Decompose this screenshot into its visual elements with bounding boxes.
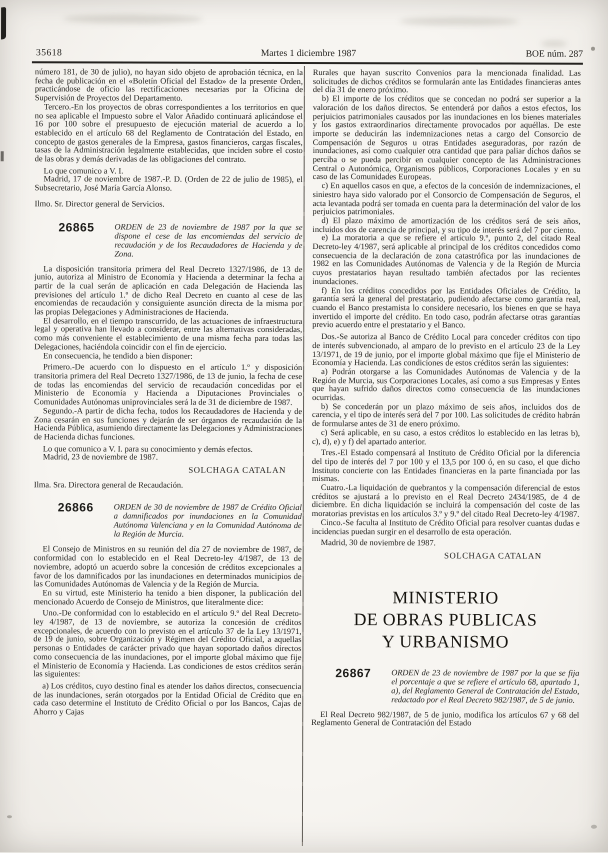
order-heading-26866 — [34, 500, 302, 540]
header-date: Martes 1 diciembre 1987 — [260, 48, 357, 60]
body-paragraph: c) Será aplicable, en su caso, a estos créditos lo establecido en las letras b), c), d), e) y f) del apartado anterior. — [311, 427, 580, 446]
addressee: Ilmo. Sr. Director general de Servicios. — [34, 199, 165, 209]
ministry-heading-line: Y URBANISMO — [381, 630, 509, 652]
order-title: ORDEN de 30 de noviembre de 1987 de Crédito Oficial a damnificados por inundaciones en la Comunidad Autónoma Valenciana y en la Comunidad Autónoma de la Región de Murcia. — [113, 502, 302, 540]
body-paragraph: c) En aquellos casos en que, a efectos de la concesión de indemnizaciones, el siniestro haya sido valorado por el Consorcio de Compensación de Seguros, el acta levantada podrá ser tomada en cuenta para la determinación del valor de los perjuicios patrimoniales. — [312, 181, 581, 217]
scan-speck — [591, 825, 597, 829]
body-paragraph: Cuatro.-La liquidación de quebrantos y la compensación diferencial de estos créditos se ajustará a lo previsto en el Real Decreto 2434/1985, de 4 de diciembre. En dicha liquidación se incluirá la compensación del coste de las moratorias previstas en los artículos 3.º y 9.º del citado Real Decreto-ley 4/1987. — [311, 483, 580, 519]
left-column — [33, 68, 303, 717]
scan-smudge — [63, 14, 203, 23]
body-paragraph: Tercero.-En los proyectos de obras correspondientes a los territorios en que no sea aplicable el Impuesto sobre el Valor Añadido continuará aplicándose el 16 por 100 sobre el presupuesto de ejecución material de acuerdo a lo establecido en el artículo 68 del Reglamento de Contratación del Estado, en concepto de gastos generales de la Empresa, gastos financieros, cargas fiscales, tasas de la Administración legalmente establecidas, que inciden sobre el costo de las obras y demás derivadas de las obligaciones del contrato. — [34, 102, 303, 164]
date-line: Madrid, 23 de noviembre de 1987. — [42, 452, 158, 462]
signature: SOLCHAGA CATALAN — [444, 550, 542, 561]
order-title: ORDEN de 23 de noviembre de 1987 por la que se dispone el cese de las encomiendas del servicio de recaudación y de los Recaudadores de Hacienda y de Zona. — [114, 222, 303, 259]
body-paragraph: Dos.-Se autoriza al Banco de Crédito Local para conceder créditos con tipo de interés subvencionado, al amparo de lo previsto en el artículo 23 de la Ley 13/1971, de 19 de junio, por el importe global máximo que fije el Ministerio de Economía y Hacienda. Las condiciones de estos créditos serán las siguientes: — [312, 332, 581, 368]
date-line: Madrid, 30 de noviembre de 1987. — [320, 538, 436, 548]
scan-edge-mark — [1, 7, 6, 40]
body-paragraph: Cinco.-Se faculta al Instituto de Crédito Oficial para resolver cuantas dudas e incidencias puedan surgir en el desarrollo de esta operación. — [311, 517, 580, 537]
body-paragraph: a) Podrán otorgarse a las Comunidades Autónomas de Valencia y de la Región de Murcia, sus Corporaciones Locales, así como a sus Empresas y Entes que hayan sufrido daños directos como consecuencia de las inundaciones ocurridas. — [312, 366, 581, 403]
header-rule — [32, 61, 583, 64]
scan-smudge — [541, 41, 567, 47]
body-paragraph: En su virtud, este Ministerio ha tenido a bien disponer, la publicación del mencionado Acuerdo de Consejo de Ministros, que literalmente dice: — [33, 588, 302, 607]
closing-formula: Lo que comunico a V. I. — [43, 166, 124, 176]
body-paragraph: La disposición transitoria primera del Real Decreto 1327/1986, de 13 de junio, autoriza al Ministro de Economía y Hacienda a determinar la fecha a partir de la cual serán de aplicación en cada Delegación de Hacienda las previsiones del artículo 1.º de dicho Real Decreto en cuanto al cese de las encomiendas de recaudación y consiguiente asunción directa de la misma por las propias Delegaciones y Administraciones de Hacienda. — [34, 263, 303, 317]
right-column — [311, 69, 581, 729]
order-heading-26867 — [311, 665, 580, 705]
body-paragraph: Rurales que hayan suscrito Convenios para la mencionada finalidad. Las solicitudes de dichos créditos se formularán ante las Entidades financieras antes del día 31 de enero próximo. — [312, 68, 581, 95]
ministry-heading — [311, 586, 579, 653]
signature: SOLCHAGA CATALAN — [188, 464, 286, 475]
order-number: 26865 — [58, 219, 95, 234]
order-heading-26865 — [34, 219, 303, 259]
body-paragraph: b) El importe de los créditos que se concedan no podrá ser superior a la valoración de los daños directos. Se entenderá por daños a estos efectos, los perjuicios patrimoniales causados por las inundaciones en los bienes materiales y los gastos extraordinarios directamente provocados por aquéllas. De este importe se deducirán las indemnizaciones netas a cargo del Consorcio de Compensación de Seguros u otras Entidades aseguradoras, por razón de inundaciones, así como cualquier otra cantidad que para paliar dichos daños se perciba o se pueda percibir en cualquier concepto de las Administraciones Central o Autonómica, Organismos públicos, Corporaciones Locales y en su caso de las Comunidades Europeas. — [312, 94, 581, 182]
body-paragraph: Primero.-De acuerdo con lo dispuesto en el artículo 1.º y disposición transitoria primera del Real Decreto 1327/1986, de 13 de junio, la fecha de cese de todas las encomiendas del servicio de recaudación concedidas por el Ministerio de Economía y Hacienda a Diputaciones Provinciales o Comunidades Autónomas uniprovinciales será la de 31 de diciembre de 1987. — [34, 362, 303, 408]
page-number: 35618 — [35, 48, 63, 59]
body-paragraph: número 181, de 30 de julio), no hayan sido objeto de aprobación técnica, en la fecha de publicación en el «Boletín Oficial del Estado» de la presente Orden, practicándose de oficio las rectificaciones necesarias por la Oficina de Supervisión de Proyectos del Departamento. — [34, 67, 303, 103]
body-paragraph: El Real Decreto 982/1987, de 5 de junio, modifica los artículos 67 y 68 del Reglamento General de Contratación del Estado — [311, 709, 580, 728]
body-paragraph: El desarrollo, en el tiempo transcurrido, de las actuaciones de infraestructura legal y operativa han llevado a considerar, entre las alternativas consideradas, como más conveniente el establecimiento de una misma fecha para todas las Delegaciones, haciéndola coincidir con el fin de ejercicio. — [34, 316, 303, 352]
body-paragraph: Uno.-De conformidad con lo establecido en el artículo 9.º del Real Decreto-ley 4/1987, de 13 de noviembre, se autoriza la concesión de créditos excepcionales, de acuerdo con lo previsto en el artículo 37 de la Ley 13/1971, de 19 de junio, sobre Organización y Régimen del Crédito Oficial, a aquellas personas o Entidades de carácter privado que hayan soportado daños directos como consecuencia de las inundaciones, por el importe global máximo que fije el Ministerio de Economía y Hacienda. Las condiciones de estos créditos serán las siguientes: — [33, 608, 302, 679]
scan-speck — [591, 47, 595, 51]
body-paragraph: f) En los créditos concedidos por las Entidades Oficiales de Crédito, la garantía será la general del prestatario, pudiendo afectarse como garantía real, cuando el Banco prestamista lo considere necesario, los bienes en que se haya invertido el importe del crédito. En todo caso, podrán afectarse otras garantías previo acuerdo entre el prestatario y el Banco. — [312, 285, 581, 330]
body-paragraph: Segundo.-A partir de dicha fecha, todos los Recaudadores de Hacienda y de Zona cesarán en sus funciones y dejarán de ser órganos de recaudación de la Hacienda Pública, asumiendo directamente las Delegaciones y Administraciones de Hacienda dichas funciones. — [33, 406, 303, 442]
scan-edge-mark — [1, 151, 4, 161]
order-number: 26867 — [335, 665, 372, 680]
ministry-heading-line: DE OBRAS PUBLICAS — [353, 608, 538, 630]
order-number: 26866 — [57, 500, 94, 515]
issue-number: BOE núm. 287 — [525, 49, 583, 60]
body-paragraph: En consecuencia, he tendido a bien disponer: — [43, 350, 193, 361]
scan-speck — [7, 815, 12, 818]
body-paragraph: Tres.-El Estado compensará al Instituto de Crédito Oficial por la diferencia del tipo de interés del 7 por 100 y el 13,5 por 100 ó, en su caso, el que dicho Instituto concierte con las Entidades financieras en la parte financiada por las mismas. — [311, 448, 580, 484]
body-paragraph: e) La moratoria a que se refiere el artículo 9.º, punto 2, del citado Real Decreto-ley 4/1987, será aplicable al principal de los créditos concedidos como consecuencia de la declaración de zona catastrófica por las inundaciones de 1982 en las Comunidades Autónomas de Valencia y de la Región de Murcia cuyos prestatarios hayan resultado también afectados por las recientes inundaciones. — [312, 233, 581, 287]
body-paragraph: d) El plazo máximo de amortización de los créditos será de seis años, incluidos dos de carencia de principal, y su tipo de interés será del 7 por ciento. — [312, 215, 581, 235]
date-signature-line: Madrid, 17 de noviembre de 1987.-P. D. (Orden de 22 de julio de 1985), el Subsecretario, José María García Alonso. — [34, 174, 303, 193]
body-paragraph: a) Los créditos, cuyo destino final es atender los daños directos, consecuencia de las inundaciones, serán otorgados por la Entidad Oficial de Crédito que en cada caso determine el Instituto de Crédito Oficial o por los Bancos, Cajas de Ahorro y Cajas — [33, 681, 302, 717]
body-paragraph: El Consejo de Ministros en su reunión del día 27 de noviembre de 1987, de conformidad con lo establecido en el Real Decreto-ley 4/1987, de 13 de noviembre, adoptó un acuerdo sobre la concesión de créditos excepcionales a favor de los damnificados por las inundaciones en determinados municipios de las Comunidades Autónomas de Valencia y de la Región de Murcia. — [33, 544, 302, 590]
body-paragraph: b) Se concederán por un plazo máximo de seis años, incluidos dos de carencia, y el tipo de interés será del 7 por 100. Las solicitudes de crédito habrán de formularse antes de 31 de enero próximo. — [311, 401, 581, 429]
scan-smudge — [399, 17, 519, 25]
ministry-heading-line: MINISTERIO — [392, 586, 499, 608]
addressee: Ilma. Sra. Directora general de Recaudación. — [33, 480, 184, 490]
order-title: ORDEN de 23 de noviembre de 1987 por la que se fija el porcentaje a que se refiere el artículo 68, apartado 1, a), del Reglamento General de Contratación del Estado, redactado por el Real Decreto 982/1987, de 5 de junio. — [391, 667, 580, 705]
closing-formula: Lo que comunico a V. I. para su conocimiento y demás efectos. — [42, 443, 253, 454]
